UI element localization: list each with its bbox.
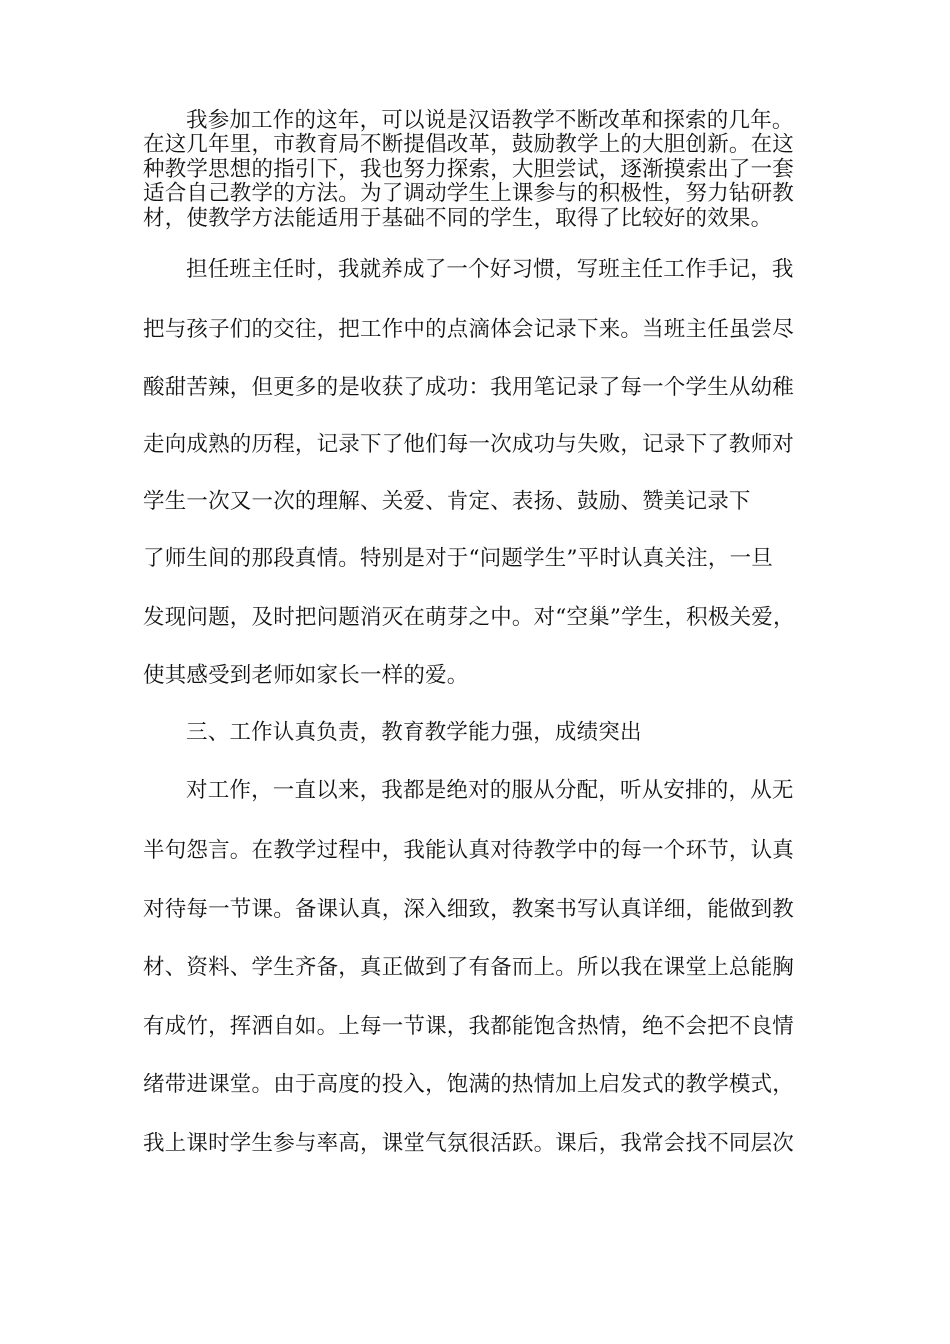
- paragraph-1-line-2: 在这几年里，市教育局不断提倡改革，鼓励教学上的大胆创新。在这: [143, 132, 795, 157]
- paragraph-2-line-3: 酸甜苦辣，但更多的是收获了成功：我用笔记录了每一个学生从幼稚: [143, 375, 795, 400]
- paragraph-3-line-4: 材、资料、学生齐备，真正做到了有备而上。所以我在课堂上总能胸: [143, 955, 795, 980]
- paragraph-3-line-7: 我上课时学生参与率高，课堂气氛很活跃。课后，我常会找不同层次: [143, 1131, 795, 1156]
- paragraph-3-line-1: 对工作，一直以来，我都是绝对的服从分配，听从安排的，从无: [186, 778, 794, 803]
- paragraph-3-line-3: 对待每一节课。备课认真，深入细致，教案书写认真详细，能做到教: [143, 897, 795, 922]
- paragraph-2-line-4: 走向成熟的历程，记录下了他们每一次成功与失败，记录下了教师对: [143, 432, 795, 457]
- paragraph-2-line-7: 发现问题，及时把问题消灭在萌芽之中。对“空巢”学生，积极关爱，: [143, 605, 795, 630]
- paragraph-3-line-6: 绪带进课堂。由于高度的投入，饱满的热情加上启发式的教学模式，: [143, 1072, 795, 1097]
- paragraph-1-line-3: 种教学思想的指引下，我也努力探索，大胆尝试，逐渐摸索出了一套: [143, 157, 795, 182]
- paragraph-2-line-1: 担任班主任时，我就养成了一个好习惯，写班主任工作手记，我: [186, 257, 794, 282]
- paragraph-2-line-5: 学生一次又一次的理解、关爱、肯定、表扬、鼓励、赞美记录下: [143, 489, 751, 514]
- section-heading-3: 三、工作认真负责，教育教学能力强，成绩突出: [186, 720, 642, 745]
- paragraph-1-line-5: 材，使教学方法能适用于基础不同的学生，取得了比较好的效果。: [143, 206, 773, 231]
- paragraph-3-line-2: 半句怨言。在教学过程中，我能认真对待教学中的每一个环节，认真: [143, 838, 795, 863]
- paragraph-3-line-5: 有成竹，挥洒自如。上每一节课，我都能饱含热情，绝不会把不良情: [143, 1014, 795, 1039]
- paragraph-2-line-8: 使其感受到老师如家长一样的爱。: [143, 663, 469, 688]
- paragraph-1-line-4: 适合自己教学的方法。为了调动学生上课参与的积极性，努力钻研教: [143, 181, 795, 206]
- paragraph-2-line-6: 了师生间的那段真情。特别是对于“问题学生”平时认真关注，一旦: [143, 546, 773, 571]
- paragraph-1-line-1: 我参加工作的这年，可以说是汉语教学不断改革和探索的几年。: [186, 108, 794, 133]
- paragraph-2-line-2: 把与孩子们的交往，把工作中的点滴体会记录下来。当班主任虽尝尽: [143, 317, 795, 342]
